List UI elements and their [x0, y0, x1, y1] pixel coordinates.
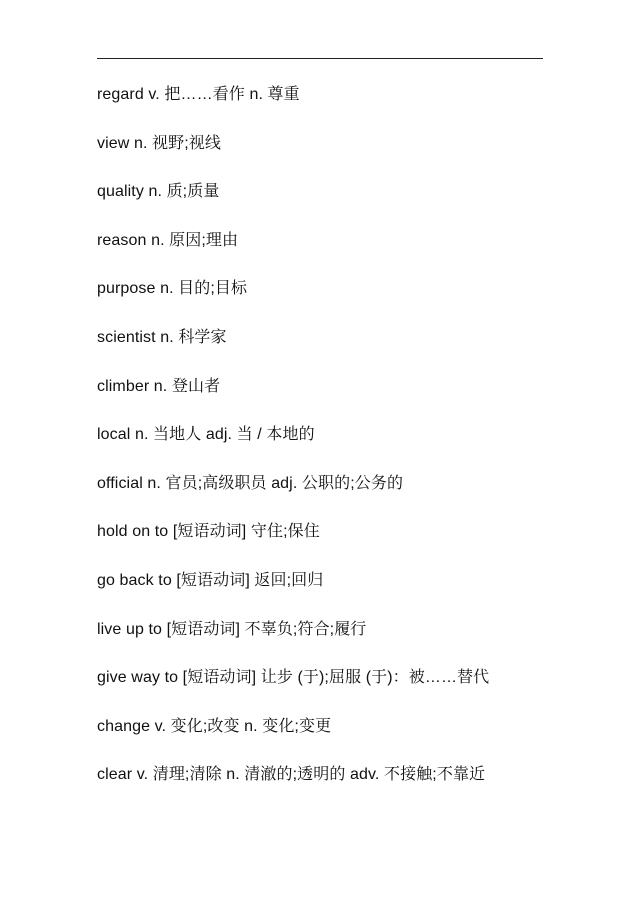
vocabulary-list [97, 82, 597, 811]
header-divider [97, 58, 543, 59]
vocabulary-entry-local: local n. 当地人 adj. 当 / 本地的 [97, 426, 315, 444]
vocabulary-entry-scientist: scientist n. 科学家 [97, 328, 227, 346]
vocabulary-entry-clear: clear v. 清理;清除 n. 清澈的;透明的 adv. 不接触;不靠近 [97, 766, 486, 784]
vocabulary-entry-change: change v. 变化;改变 n. 变化;变更 [97, 717, 332, 735]
vocabulary-entry-reason: reason n. 原因;理由 [97, 231, 239, 249]
vocabulary-entry-view: view n. 视野;视线 [97, 134, 221, 152]
vocabulary-entry-give-way-to: give way to [短语动词] 让步 (于);屈服 (于)：被……替代 [97, 669, 490, 687]
vocabulary-entry-hold-on-to: hold on to [短语动词] 守住;保住 [97, 523, 320, 541]
vocabulary-entry-official: official n. 官员;高级职员 adj. 公职的;公务的 [97, 474, 404, 492]
vocabulary-entry-purpose: purpose n. 目的;目标 [97, 280, 248, 298]
vocabulary-entry-live-up-to: live up to [短语动词] 不辜负;符合;履行 [97, 620, 367, 638]
vocabulary-entry-regard: regard v. 把……看作 n. 尊重 [97, 86, 300, 103]
vocabulary-entry-climber: climber n. 登山者 [97, 377, 221, 395]
vocabulary-entry-quality: quality n. 质;质量 [97, 183, 220, 201]
vocabulary-entry-go-back-to: go back to [短语动词] 返回;回归 [97, 571, 324, 589]
